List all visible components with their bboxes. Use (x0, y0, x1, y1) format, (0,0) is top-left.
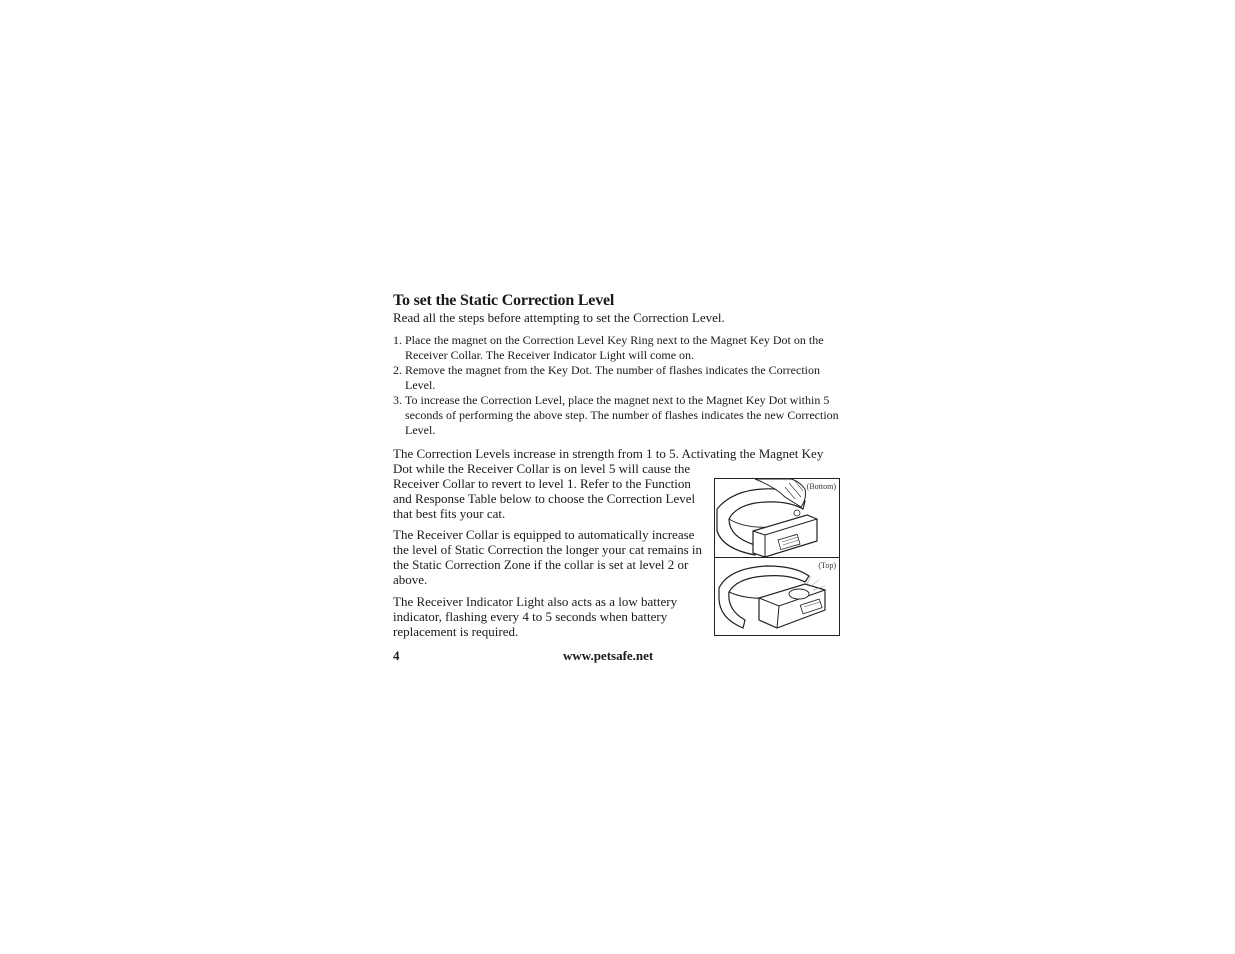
correction-levels-rest: Dot while the Receiver Collar is on level 5 will cause the Receiver Collar to revert to level 1. Refer to the Function and Response Table below to choose the Correction Level that best fits your cat. (393, 461, 696, 521)
collar-illustration (714, 478, 840, 636)
step-number: 3. (393, 393, 402, 407)
step-item (393, 393, 845, 438)
collar-bottom-view-image (715, 479, 839, 557)
top-view-label: (Top) (818, 561, 836, 570)
collar-top-view-image (715, 558, 839, 636)
step-item (393, 333, 845, 363)
footer-url: www.petsafe.net (563, 648, 654, 663)
correction-levels-line-1: The Correction Levels increase in strength from 1 to 5. Activating the Magnet Key (393, 446, 824, 461)
page-number: 4 (393, 648, 400, 663)
step-text: Remove the magnet from the Key Dot. The number of flashes indicates the Correction Level. (405, 363, 820, 392)
battery-paragraph: The Receiver Indicator Light also acts as a low battery indicator, flashing every 4 to 5 seconds when battery replacement is required. (393, 594, 678, 639)
section-heading: To set the Static Correction Level (393, 292, 615, 309)
step-text: Place the magnet on the Correction Level Key Ring next to the Magnet Key Dot on the Receiver Collar. The Receiver Indicator Light will come on. (405, 333, 824, 362)
intro-text: Read all the steps before attempting to set the Correction Level. (393, 310, 725, 325)
step-text: To increase the Correction Level, place the magnet next to the Magnet Key Dot within 5 seconds of performing the above step. The number of flashes indicates the new Correction Level. (405, 393, 839, 437)
steps-list (393, 333, 845, 438)
step-item (393, 363, 845, 393)
step-number: 1. (393, 333, 402, 347)
bottom-view-label: (Bottom) (806, 482, 836, 491)
auto-increase-paragraph: The Receiver Collar is equipped to automatically increase the level of Static Correction the longer your cat remains in the Static Correction Zone if the collar is set at level 2 or above. (393, 527, 703, 587)
step-number: 2. (393, 363, 402, 377)
